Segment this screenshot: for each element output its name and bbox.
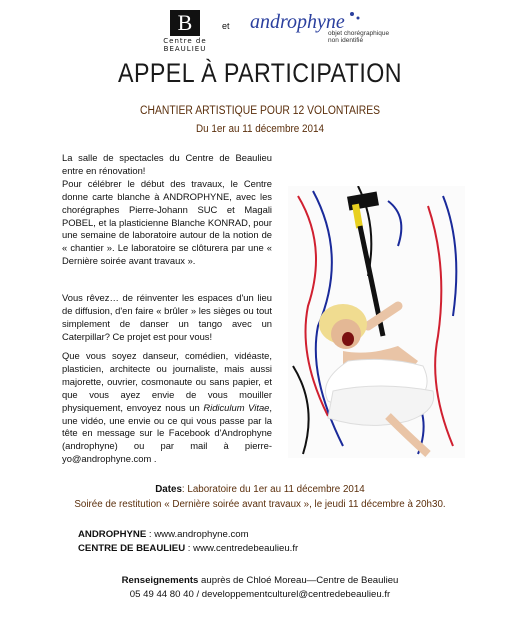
ridiculum-vitae: Ridiculum Vitae [203,401,270,413]
dream-paragraph [62,292,272,344]
dates-text: : Laboratoire du 1er au 11 décembre 2014 [181,484,365,495]
renseignements-row [0,574,520,588]
contact-line[interactable]: 05 49 44 80 40 / developpementculturel@centredebeaulieu.fr [129,589,391,600]
logo-letter: B [177,10,193,35]
beaulieu-logo-caption [150,37,220,53]
dancer-photo [288,186,465,458]
logo-dot-icon [350,12,354,16]
restitution-line: Soirée de restitution « Dernière soirée avant travaux », le jeudi 11 décembre à 20h30. [74,499,446,510]
andro-caption-line1: objet chorégraphique [328,30,390,37]
beaulieu-label: CENTRE DE BEAULIEU [78,543,186,554]
androphyne-logo-caption [328,30,389,44]
dates-label: Dates [155,484,182,495]
androphyne-label: ANDROPHYNE [78,529,147,540]
beaulieu-caption-line2: BEAULIEU [163,45,207,53]
renseignements-text: auprès de Chloé Moreau—Centre de Beaulieu [198,575,399,586]
intro-line: La salle de spectacles du Centre de Beaulieu entre en rénovation! [62,152,272,176]
renseignements-block [0,574,520,602]
andro-caption-line2: non identifié [328,37,364,44]
centre-de-beaulieu-logo [170,10,200,36]
beaulieu-url[interactable]: : www.centredebeaulieu.fr [185,543,299,554]
header-dates: Du 1er au 11 décembre 2014 [195,123,325,135]
call-paragraph [62,350,272,466]
links-block [78,528,298,556]
beaulieu-caption-line1: Centre de [163,37,207,45]
dream-text: Vous rêvez… de réinventer les espaces d'un lieu de diffusion, d'en faire « brûler » les sièges ou tout simplement de danser un tango avec un Caterpillar? Ce projet est pour vous! [62,292,272,342]
page-title: APPEL À PARTICIPATION [118,58,402,88]
call-text [62,350,272,466]
logo-connector: et [222,21,230,31]
logo-dot-icon [357,17,360,20]
beaulieu-link-row [78,542,298,556]
call-text-b: , une vidéo, une envie ou ce qui vous passe par la tête en message sur le Facebook d'Androphyne (androphyne) ou par mail à pierre-yo@androphyne.com . [62,401,272,465]
call-text-a: Que vous soyez danseur, comédien, vidéaste, plasticien, architecte ou journaliste, mais aussi majorette, ouvrier, cosmonaute ou sans papier, et que vous ayez envie de vous mouiller physiquement, envoyez nous un [62,350,272,413]
page-subtitle: CHANTIER ARTISTIQUE POUR 12 VOLONTAIRES [139,105,381,117]
intro-body: Pour célébrer le début des travaux, le Centre donne carte blanche à ANDROPHYNE, avec les chorégraphes Pierre-Johann SUC et Magali POBEL, et la plasticienne Blanche KONRAD, pour une semaine de laboratoire autour de la notion de « chantier ». Le laboratoire se clôturera par une « Dernière soirée avant travaux ». [62,177,272,267]
intro-paragraph [62,152,272,268]
androphyne-wordmark: androphyne [250,11,345,33]
dates-row [0,484,520,495]
androphyne-link-row [78,528,298,542]
androphyne-url[interactable]: : www.androphyne.com [146,529,249,540]
renseignements-label: Renseignements [121,575,199,586]
